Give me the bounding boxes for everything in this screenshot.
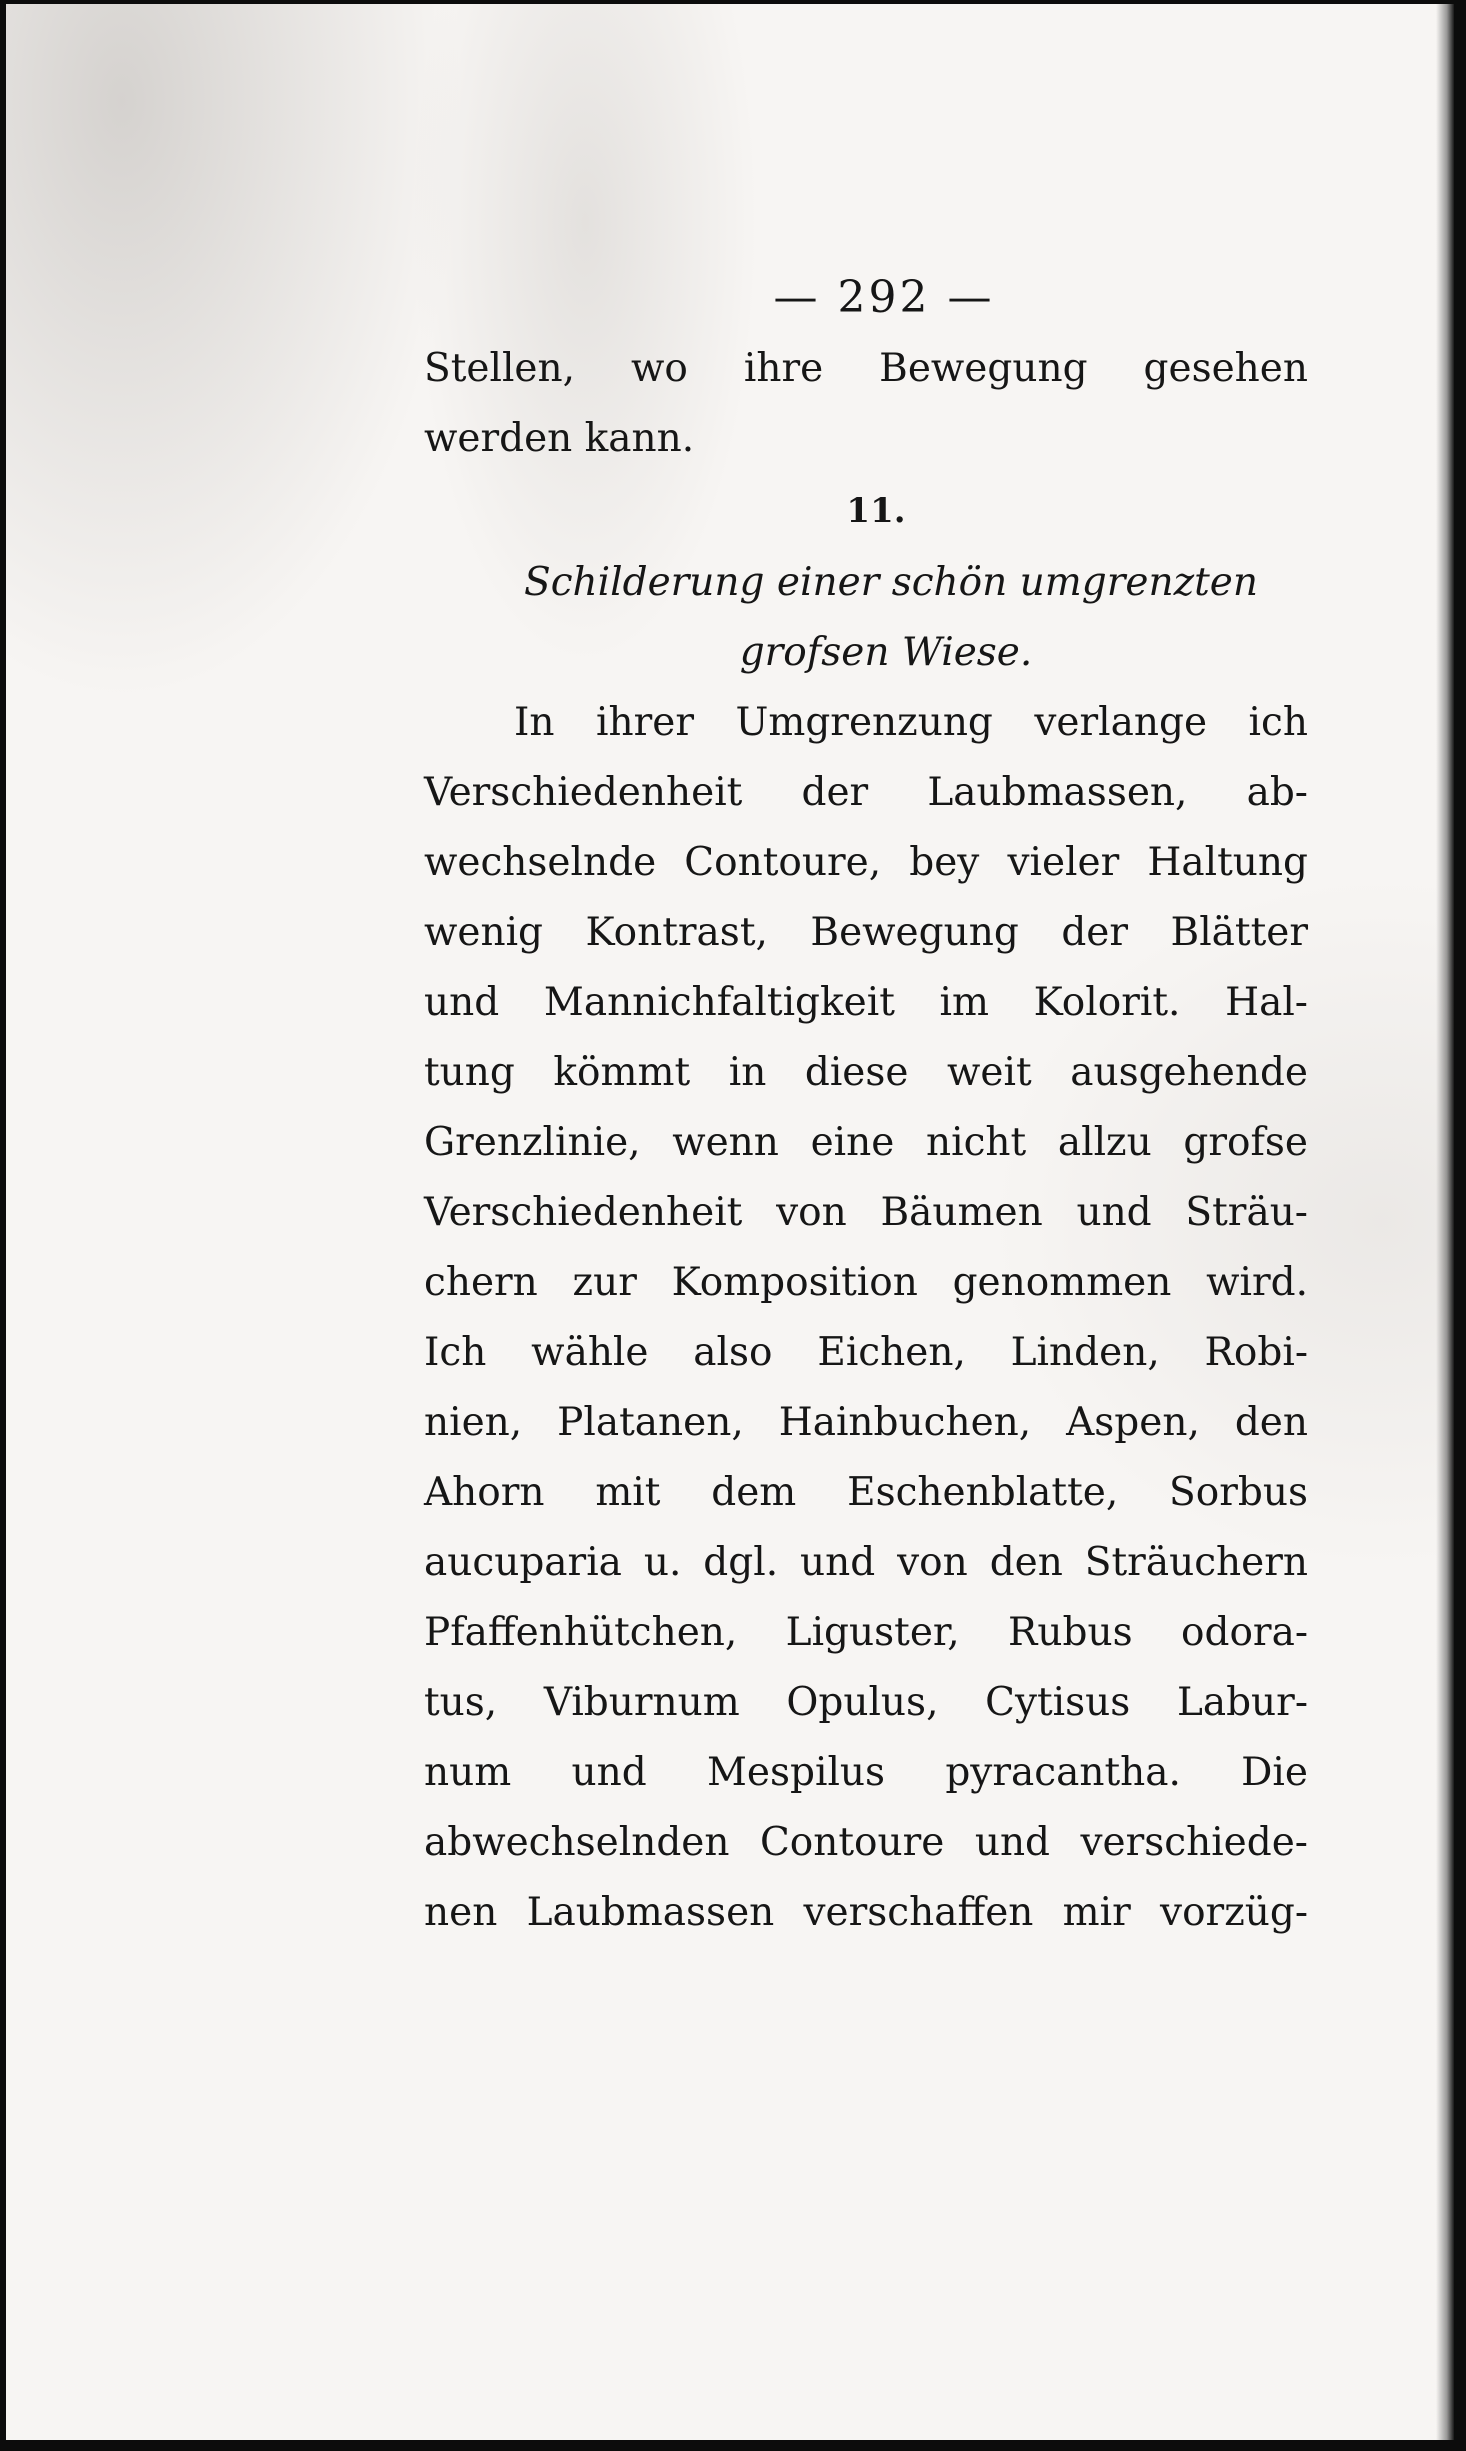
text-line: Verschiedenheit von Bäumen und Sträu-: [424, 1190, 1308, 1235]
text-line: Verschiedenheit der Laubmassen, ab-: [424, 770, 1308, 815]
page-edge-shadow: [1436, 4, 1454, 2440]
text-line: nen Laubmassen verschaffen mir vorzüg-: [424, 1890, 1308, 1935]
text-line: Grenzlinie, wenn eine nicht allzu grofse: [424, 1120, 1308, 1165]
text-line: nien, Platanen, Hainbuchen, Aspen, den: [424, 1400, 1308, 1445]
text-line: wenig Kontrast, Bewegung der Blätter: [424, 910, 1308, 955]
text-line: Ich wähle also Eichen, Linden, Robi-: [424, 1330, 1308, 1375]
text-line: num und Mespilus pyracantha. Die: [424, 1750, 1308, 1795]
text-line: aucuparia u. dgl. und von den Sträuchern: [424, 1540, 1308, 1585]
text-line: und Mannichfaltigkeit im Kolorit. Hal-: [424, 980, 1308, 1025]
text-line: In ihrer Umgrenzung verlange ich: [514, 700, 1308, 745]
section-title-line: Schilderung einer schön umgrenzten: [524, 560, 1258, 605]
page-number-header: — 292 —: [773, 272, 995, 323]
text-line: tung kömmt in diese weit ausgehende: [424, 1050, 1308, 1095]
section-number: 11.: [846, 491, 906, 531]
section-title: [424, 548, 1308, 688]
text-line: Ahorn mit dem Eschenblatte, Sorbus: [424, 1470, 1308, 1515]
text-line: chern zur Komposition genommen wird.: [424, 1260, 1308, 1305]
text-line: werden kann.: [424, 416, 695, 461]
text-line: Stellen, wo ihre Bewegung gesehen: [424, 346, 1308, 391]
text-line: tus, Viburnum Opulus, Cytisus Labur-: [424, 1680, 1308, 1725]
section-title-line: grofsen Wiese.: [739, 630, 1033, 675]
text-line: abwechselnden Contoure und verschiede-: [424, 1820, 1308, 1865]
book-page: [6, 4, 1454, 2440]
text-block: [424, 262, 1308, 1948]
text-line: Pfaffenhütchen, Liguster, Rubus odora-: [424, 1610, 1308, 1655]
text-line: wechselnde Contoure, bey vieler Haltung: [424, 840, 1308, 885]
